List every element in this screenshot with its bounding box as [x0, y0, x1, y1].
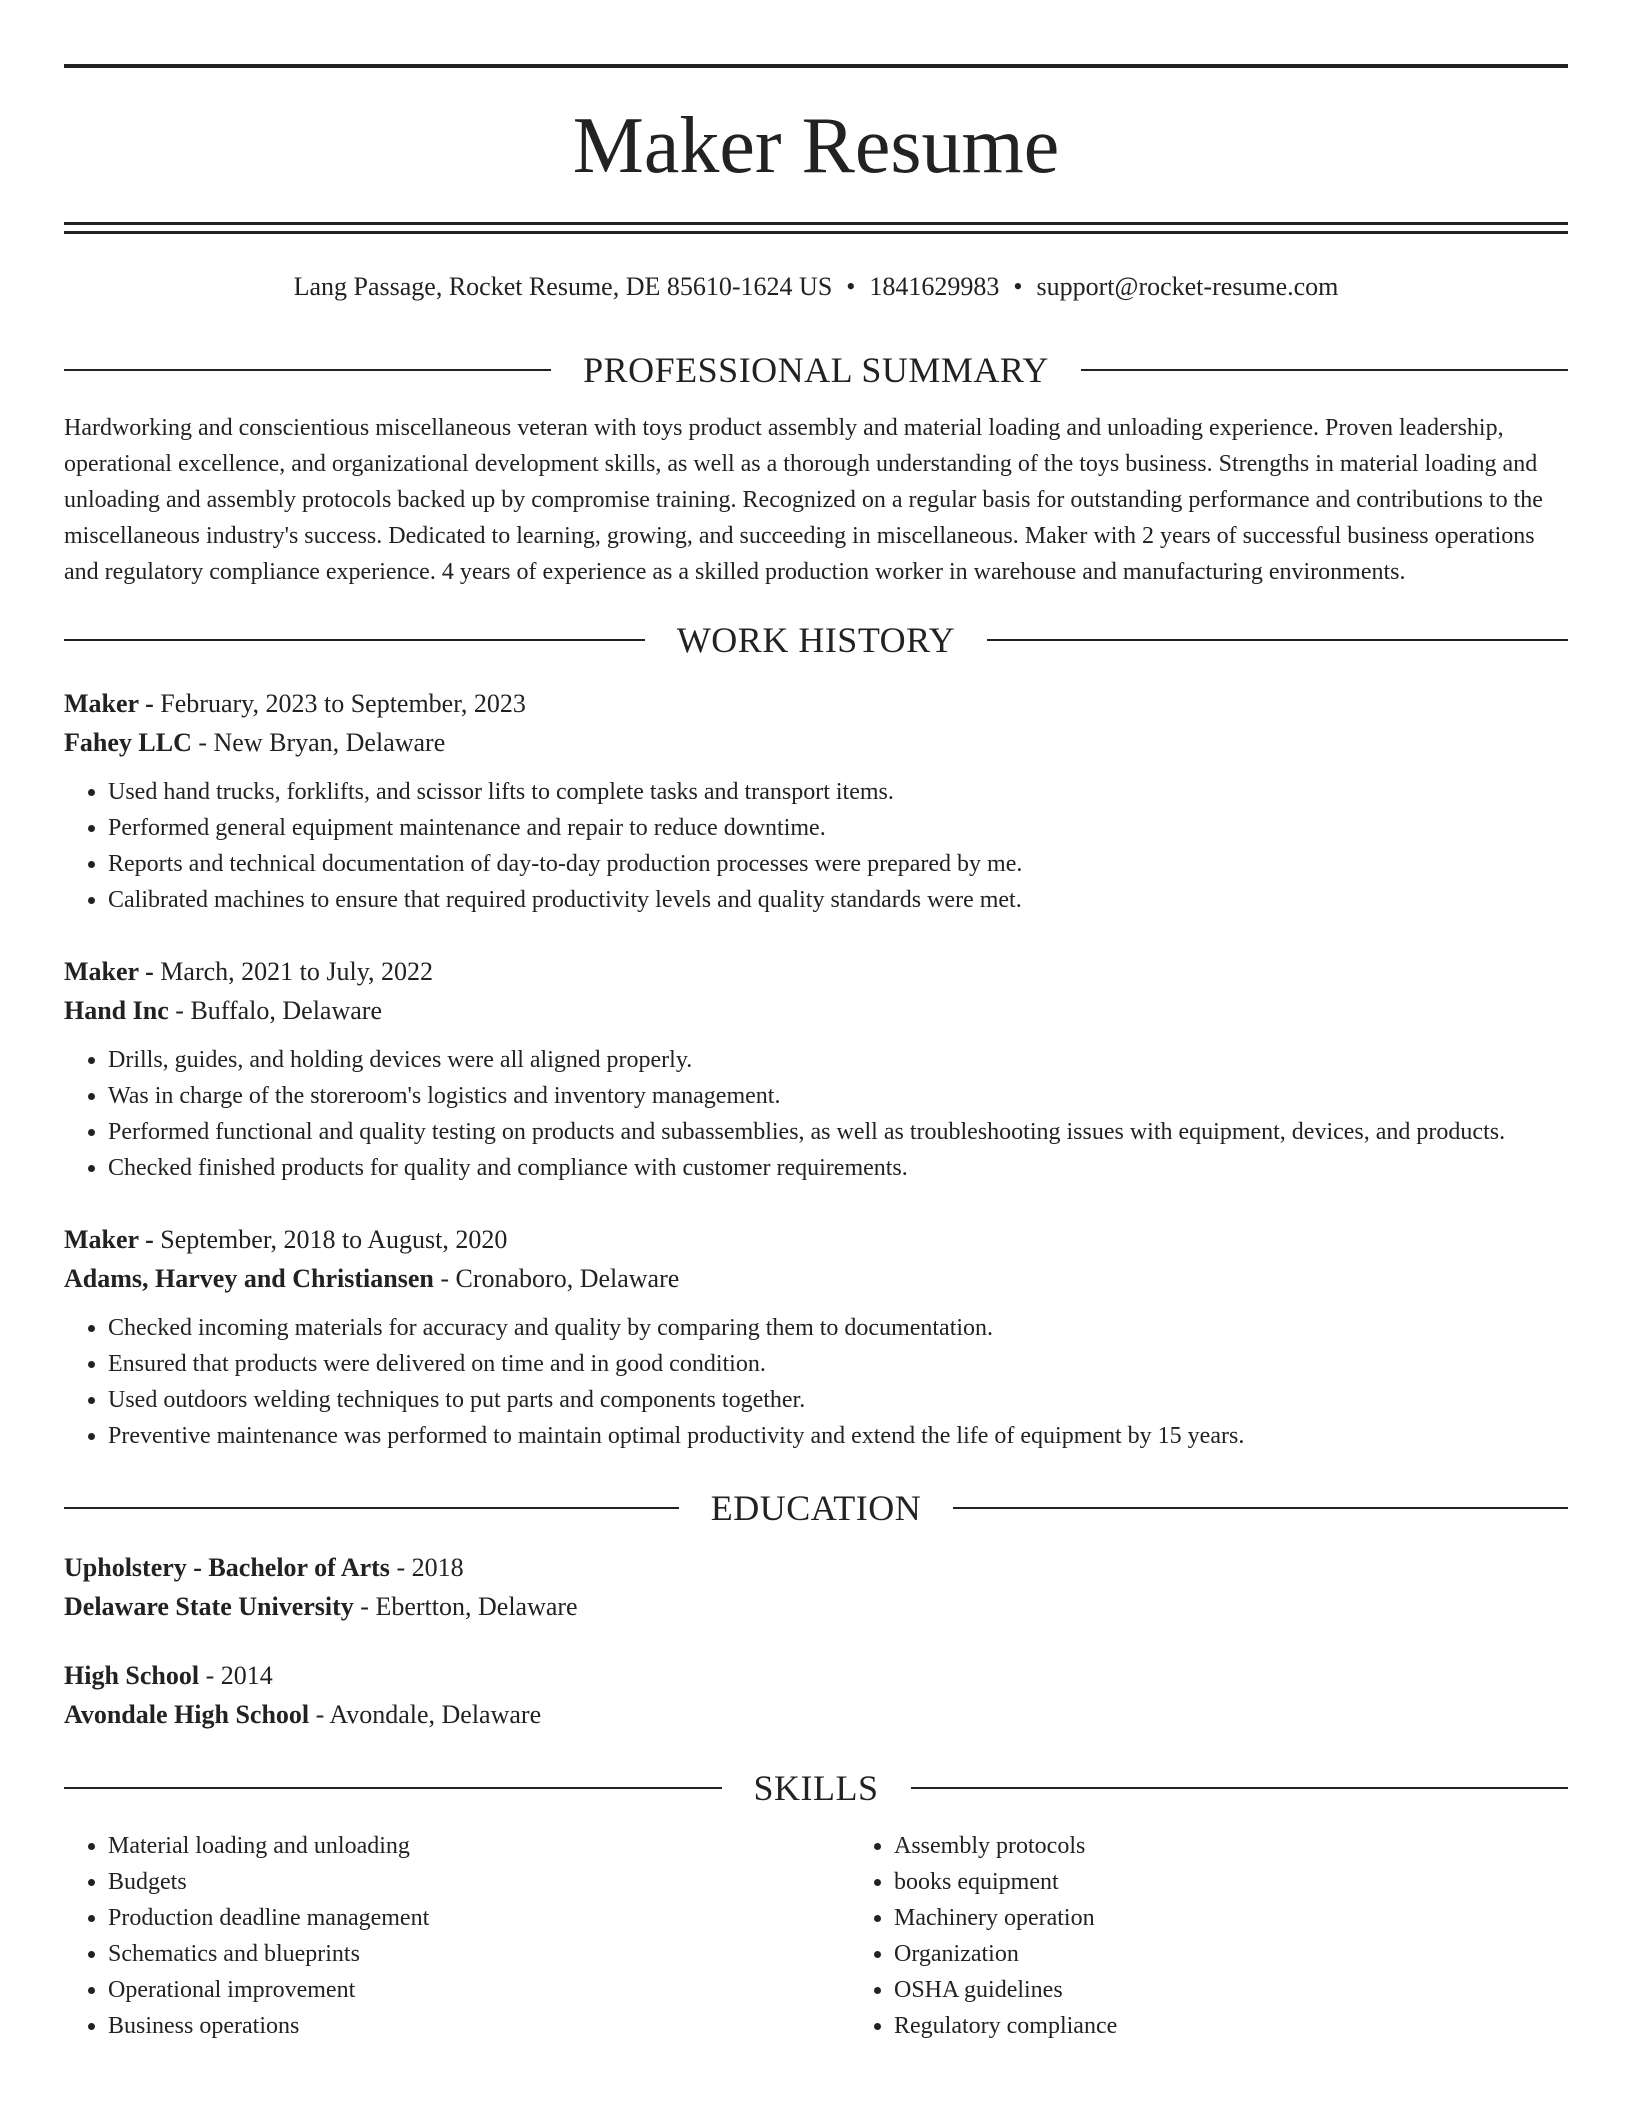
job-company-line — [64, 991, 1568, 1030]
education-location: Ebertton, Delaware — [375, 1592, 578, 1621]
job-bullets — [64, 1310, 1568, 1454]
skills-column-left — [64, 1828, 850, 2044]
job-company: Adams, Harvey and Christiansen — [64, 1264, 434, 1293]
separator: - — [191, 728, 214, 757]
header-double-rule — [64, 222, 1568, 234]
separator: - — [168, 996, 191, 1025]
skill-item: • Machinery operation — [894, 1900, 1568, 1936]
job-company-line — [64, 723, 1568, 762]
education-school-line — [64, 1695, 1568, 1734]
education-school: Delaware State University — [64, 1592, 354, 1621]
heading-rule — [64, 639, 645, 641]
job-location: New Bryan, Delaware — [213, 728, 446, 757]
job-title: Maker — [64, 957, 139, 986]
job-entry — [64, 684, 1568, 918]
contact-separator: • — [846, 272, 856, 301]
skill-item: • Production deadline management — [108, 1900, 850, 1936]
skill-item: • Organization — [894, 1936, 1568, 1972]
contact-separator: • — [1013, 272, 1023, 301]
job-bullet: • Checked finished products for quality and compliance with customer requirements. — [108, 1150, 1568, 1186]
education-school-line — [64, 1587, 1568, 1626]
separator: - — [389, 1553, 412, 1582]
job-bullet: • Was in charge of the storeroom's logistics and inventory management. — [108, 1078, 1568, 1114]
job-bullet: • Ensured that products were delivered on time and in good condition. — [108, 1346, 1568, 1382]
education-section-heading — [64, 1486, 1568, 1530]
contact-email: support@rocket-resume.com — [1036, 272, 1339, 301]
skill-item: • Business operations — [108, 2008, 850, 2044]
separator: - — [138, 957, 161, 986]
header-top-rule — [64, 64, 1568, 68]
heading-rule — [64, 369, 551, 371]
summary-text: Hardworking and conscientious miscellaneous veteran with toys product assembly and material loading and unloading experience. Proven leadership, operational excellence, and organizational development skills, as well as a thorough understanding of the toys business. Strengths in material loading and unloading and assembly protocols backed up by compromise training. Recognized on a regular basis for outstanding performance and contributions to the miscellaneous industry's success. Dedicated to learning, growing, and succeeding in miscellaneous. Maker with 2 years of successful business operations and regulatory compliance experience. 4 years of experience as a skilled production worker in warehouse and manufacturing environments. — [64, 415, 1543, 585]
job-bullets — [64, 774, 1568, 918]
heading-rule — [64, 1787, 722, 1789]
contact-line — [64, 270, 1568, 304]
education-entry — [64, 1548, 1568, 1626]
education-section-title: EDUCATION — [710, 1488, 922, 1528]
heading-rule — [1081, 369, 1568, 371]
education-degree-line — [64, 1548, 1568, 1587]
education-entry — [64, 1656, 1568, 1734]
separator: - — [433, 1264, 456, 1293]
separator: - — [138, 1225, 161, 1254]
skill-item: • Operational improvement — [108, 1972, 850, 2008]
heading-rule — [953, 1507, 1568, 1509]
education-year: 2018 — [411, 1553, 464, 1582]
summary-section-heading — [64, 348, 1568, 392]
job-title-line — [64, 1220, 1568, 1259]
separator: - — [199, 1661, 221, 1690]
heading-rule — [987, 639, 1568, 641]
education-list — [64, 1548, 1568, 1734]
skill-item: • Assembly protocols — [894, 1828, 1568, 1864]
education-degree-line — [64, 1656, 1568, 1695]
job-bullet: • Checked incoming materials for accuracy and quality by comparing them to documentation. — [108, 1310, 1568, 1346]
separator: - — [353, 1592, 376, 1621]
job-title-line — [64, 684, 1568, 723]
skills-section-title: SKILLS — [753, 1768, 879, 1808]
job-dates: March, 2021 to July, 2022 — [160, 957, 434, 986]
job-bullet: • Reports and technical documentation of day-to-day production processes were prepared by me. — [108, 846, 1568, 882]
skills-list — [64, 1828, 1568, 2044]
job-bullet: • Used outdoors welding techniques to put parts and components together. — [108, 1382, 1568, 1418]
job-title: Maker — [64, 689, 139, 718]
resume-page — [64, 64, 1568, 2044]
resume-name: Maker Resume — [572, 102, 1060, 190]
job-bullet: • Performed general equipment maintenance and repair to reduce downtime. — [108, 810, 1568, 846]
skill-item: • Schematics and blueprints — [108, 1936, 850, 1972]
skill-item: • Budgets — [108, 1864, 850, 1900]
job-company-line — [64, 1259, 1568, 1298]
separator: - — [309, 1700, 330, 1729]
job-dates: February, 2023 to September, 2023 — [160, 689, 526, 718]
contact-phone: 1841629983 — [869, 272, 1000, 301]
job-bullet: • Drills, guides, and holding devices were all aligned properly. — [108, 1042, 1568, 1078]
work-section-title: WORK HISTORY — [676, 620, 956, 660]
education-location: Avondale, Delaware — [329, 1700, 542, 1729]
education-degree: High School — [64, 1661, 200, 1690]
job-bullet: • Used hand trucks, forklifts, and scissor lifts to complete tasks and transport items. — [108, 774, 1568, 810]
heading-rule — [911, 1787, 1569, 1789]
skill-item: • Regulatory compliance — [894, 2008, 1568, 2044]
job-location: Cronaboro, Delaware — [455, 1264, 680, 1293]
job-company: Fahey LLC — [64, 728, 192, 757]
education-degree: Upholstery - Bachelor of Arts — [64, 1553, 390, 1582]
education-school: Avondale High School — [64, 1700, 310, 1729]
job-bullet: • Preventive maintenance was performed to maintain optimal productivity and extend the life of equipment by 15 years. — [108, 1418, 1568, 1454]
job-company: Hand Inc — [64, 996, 169, 1025]
separator: - — [138, 689, 161, 718]
job-bullet: • Calibrated machines to ensure that required productivity levels and quality standards were met. — [108, 882, 1568, 918]
job-bullet: • Performed functional and quality testing on products and subassemblies, as well as troubleshooting issues with equipment, devices, and products. — [108, 1114, 1568, 1150]
skills-column-right — [850, 1828, 1568, 2044]
summary-section-title: PROFESSIONAL SUMMARY — [583, 350, 1049, 390]
job-title-line — [64, 952, 1568, 991]
job-entry — [64, 952, 1568, 1186]
job-bullets — [64, 1042, 1568, 1186]
skill-item: • Material loading and unloading — [108, 1828, 850, 1864]
skill-item: • OSHA guidelines — [894, 1972, 1568, 2008]
work-section-heading — [64, 618, 1568, 662]
contact-address: Lang Passage, Rocket Resume, DE 85610-1624 US — [293, 272, 833, 301]
work-history-list — [64, 684, 1568, 1454]
job-title: Maker — [64, 1225, 139, 1254]
education-year: 2014 — [220, 1661, 273, 1690]
heading-rule — [64, 1507, 679, 1509]
skill-item: • books equipment — [894, 1864, 1568, 1900]
skills-section-heading — [64, 1766, 1568, 1810]
job-location: Buffalo, Delaware — [190, 996, 382, 1025]
job-entry — [64, 1220, 1568, 1454]
job-dates: September, 2018 to August, 2020 — [160, 1225, 508, 1254]
